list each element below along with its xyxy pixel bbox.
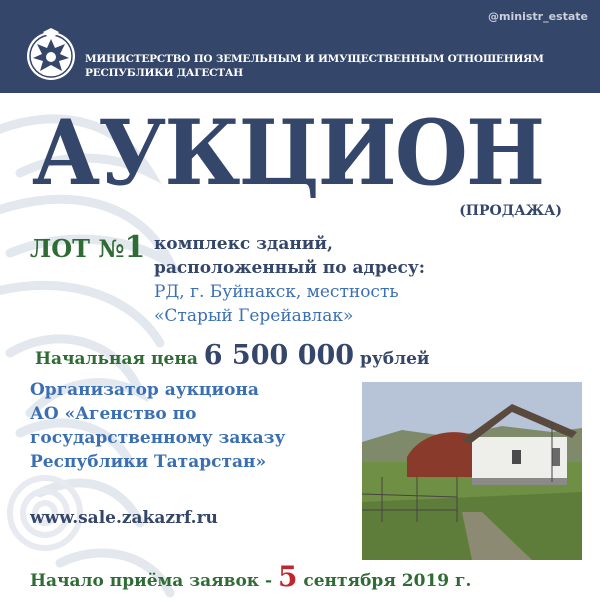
application-start <box>30 560 471 593</box>
dagestan-emblem-icon <box>25 26 77 84</box>
sale-subtitle: (ПРОДАЖА) <box>459 203 562 219</box>
organizer-line-3: государственному заказу <box>30 428 286 448</box>
lot-label <box>30 230 145 265</box>
header-banner <box>0 0 600 93</box>
organizer-line-2: АО «Агенство по <box>30 404 197 424</box>
page-title: АУКЦИОН <box>32 100 544 206</box>
lot-description <box>154 232 425 328</box>
start-day: 5 <box>277 560 298 593</box>
price-value: 6 500 000 <box>203 340 355 371</box>
ministry-line-1: МИНИСТЕРСТВО ПО ЗЕМЕЛЬНЫМ И ИМУЩЕСТВЕННЫМ ОТНОШЕНИЯМ <box>85 53 544 65</box>
organizer-line-4: Республики Татарстан» <box>30 452 267 472</box>
description-line-2: расположенный по адресу: <box>154 258 426 278</box>
ministry-name <box>85 52 544 80</box>
starting-price <box>35 340 430 371</box>
organizer-block <box>30 378 285 474</box>
lot-prefix: ЛОТ № <box>30 234 125 263</box>
property-photo <box>362 382 582 560</box>
footer-suffix: сентября 2019 г. <box>303 571 472 591</box>
organizer-line-1: Организатор аукциона <box>30 380 259 400</box>
description-line-1: комплекс зданий, <box>154 234 333 254</box>
instagram-handle[interactable]: @ministr_estate <box>488 10 588 23</box>
address-line-2: «Старый Герейавлак» <box>154 306 354 326</box>
ministry-line-2: РЕСПУБЛИКИ ДАГЕСТАН <box>85 67 243 79</box>
price-label: Начальная цена <box>35 349 198 369</box>
address-line-1: РД, г. Буйнакск, местность <box>154 282 399 302</box>
footer-prefix: Начало приёма заявок - <box>30 571 273 591</box>
website-link[interactable]: www.sale.zakazrf.ru <box>30 508 218 528</box>
lot-number: 1 <box>124 230 146 265</box>
price-unit: рублей <box>359 349 430 369</box>
